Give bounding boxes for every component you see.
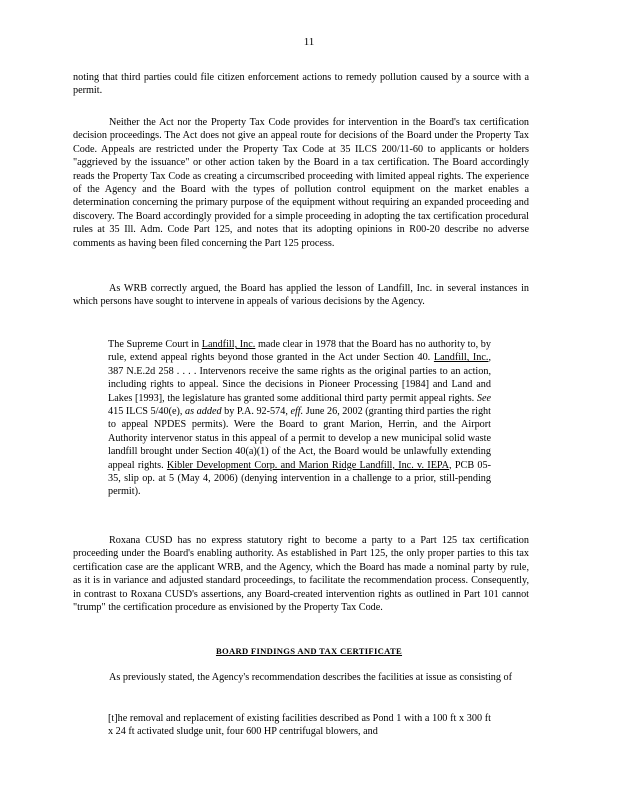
page-number: 11 (303, 36, 315, 48)
section-heading: BOARD FINDINGS AND TAX CERTIFICATE (215, 646, 403, 656)
block-quote-facilities: [t]he removal and replacement of existing facilities described as Pond 1 with a 100 ft x 300 ft x 24 ft activated sludge unit, four 600 HP centrifugal blowers, and (108, 713, 491, 738)
case-name-landfill: Landfill, Inc. (201, 339, 256, 350)
case-name-kibler: Kibler Development Corp. and Marion Ridge Landfill, Inc. v. IEPA (166, 459, 450, 471)
paragraph-citizen-enforcement: noting that third parties could file citizen enforcement actions to remedy pollution caused by a source with a permit. (73, 72, 529, 97)
paragraph-roxana: Roxana CUSD has no express statutory right to become a party to a Part 125 tax certification proceeding under the Board's enabling authority. As established in Part 125, the only proper parties to this tax certification case are the applicant WRB, and the Agency, which the Board has made a nominal party by rule, as it is in variance and adjusted standard proceedings, to facilitate the recommendation process. Consequently, in contrast to Roxana CUSD's assertions, any Board-created intervention rights as outlined in Part 101 cannot "trump" the certification procedure as envisioned by the Property Tax Code. (73, 535, 529, 614)
case-name-landfill-citation: Landfill, Inc. (433, 352, 489, 364)
block-quote-supreme-court: The Supreme Court in Landfill, Inc. made clear in 1978 that the Board has no authority to, by rule, extend appeal rights beyond those granted in the Act under Section 40. Landfill, Inc., 387 N.E.2d 258 . . . . Intervenors receive the same rights as the original parties to an action, including rights to appeal. Since the decisions in Pioneer Processing [1984] and Land and Lakes [1993], the legislature has granted some additional third party permit appeal rights. See 415 ILCS 5/40(e), as added by P.A. 92-574, eff. June 26, 2002 (granting third parties the right to appeal NPDES permits). Were the Board to grant Marion, Herrin, and the Airport Authority intervenor status in this appeal of a permit to develop a new municipal solid waste landfill brought under Section 40(a)(1) of the Act, the Board would be unlawfully extending appeal rights. Kibler Development Corp. and Marion Ridge Landfill, Inc. v. IEPA, PCB 05-35, slip op. at 5 (May 4, 2006) (denying intervention in a challenge to a prior, still-pending permit). (108, 339, 492, 498)
paragraph-intervention: Neither the Act nor the Property Tax Code provides for intervention in the Board's tax certification decision proceedings. The Act does not give an appeal route for decisions of the Board under the Property Tax Code. Appeals are restricted under the Property Tax Code at 35 ILCS 200/11-60 to applicants or holders "aggrieved by the issuance" or other action taken by the Board in a tax certification. The Board accordingly reads the Property Tax Code as creating a circumscribed proceeding with limited appeal rights. The experience of the Agency and the Board with the types of pollution control equipment on the market enables a determination concerning the primary purpose of the equipment without requiring an expanded proceeding and discovery. The Board accordingly provided for a simple proceeding in adopting the tax certification procedural rules at 35 Ill. Adm. Code Part 125, and notes that its adopting opinions in R00-20 describe no adverse comments as having been filed concerning the Part 125 process. (73, 117, 529, 249)
paragraph-wrb-argued: As WRB correctly argued, the Board has applied the lesson of Landfill, Inc. in several instances in which persons have sought to intervene in appeals of various decisions by the Agency. (73, 283, 529, 308)
paragraph-previously-stated: As previously stated, the Agency's recommendation describes the facilities at issue as consisting of (109, 672, 513, 683)
